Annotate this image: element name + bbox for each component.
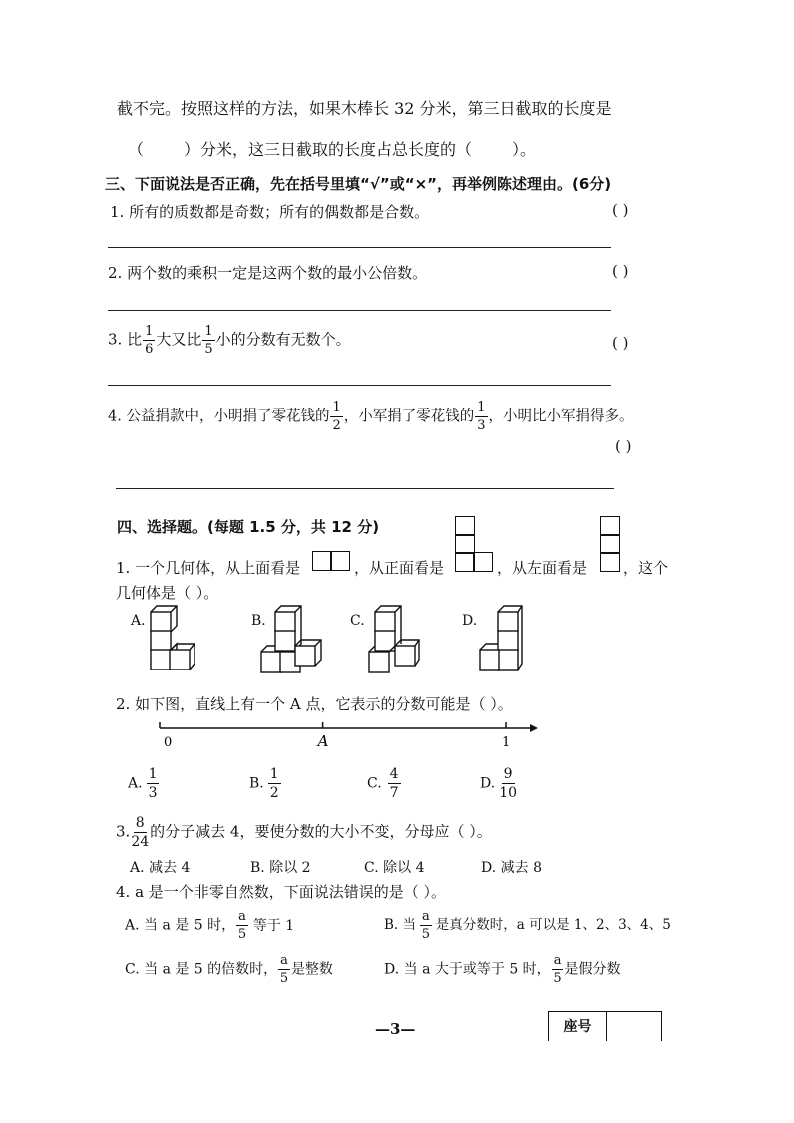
option-label: D. bbox=[480, 775, 496, 792]
denominator: 10 bbox=[499, 785, 518, 801]
fraction-8-24 bbox=[131, 816, 149, 849]
q1-option-c-label[interactable]: C. bbox=[350, 613, 365, 629]
blank-close: ）。 bbox=[512, 140, 537, 159]
q3-option-c[interactable]: C. 除以 4 bbox=[364, 860, 425, 876]
s4-q3-text bbox=[116, 816, 492, 849]
label-zero: 0 bbox=[164, 735, 173, 748]
q2-option-c[interactable] bbox=[367, 767, 402, 800]
option-pre: C. 当 a 是 5 的倍数时， bbox=[125, 961, 278, 978]
blank-open: （ bbox=[128, 140, 145, 159]
s4-q2-text: 2. 如下图，直线上有一个 A 点，它表示的分数可能是（ ）。 bbox=[116, 695, 513, 713]
denominator: 5 bbox=[421, 927, 431, 942]
q4-option-a[interactable] bbox=[125, 910, 294, 941]
fraction-a-5 bbox=[420, 910, 432, 941]
option-label: A. bbox=[128, 775, 143, 792]
option-pre: D. 当 a 大于或等于 5 时， bbox=[384, 961, 551, 978]
fraction-a-5 bbox=[278, 954, 290, 985]
numerator: 9 bbox=[503, 766, 513, 782]
q2-option-d[interactable] bbox=[480, 767, 518, 800]
seat-label: 座号 bbox=[549, 1012, 607, 1041]
front-view-bottom-right bbox=[473, 552, 493, 572]
q1-option-d-label[interactable]: D. bbox=[462, 613, 478, 629]
page-number: —3— bbox=[375, 1020, 416, 1038]
fraction-1-2 bbox=[330, 401, 342, 432]
front-view-top bbox=[455, 516, 475, 536]
s3-q3-reason-line[interactable] bbox=[108, 385, 611, 386]
q3-option-b[interactable]: B. 除以 2 bbox=[250, 860, 311, 876]
s3-question-1: 1. 所有的质数都是奇数；所有的偶数都是合数。 bbox=[110, 203, 430, 221]
numerator: 8 bbox=[135, 815, 145, 831]
left-view-middle bbox=[600, 534, 620, 554]
left-view-bottom bbox=[600, 552, 620, 572]
numerator: 1 bbox=[204, 324, 213, 339]
s3-q1-answer-paren[interactable]: ( ) bbox=[612, 201, 629, 219]
s4-q1-text bbox=[116, 557, 300, 578]
seat-number-field[interactable] bbox=[607, 1012, 661, 1041]
option-post: 等于 1 bbox=[252, 917, 295, 934]
cube-face bbox=[480, 650, 499, 670]
denominator: 2 bbox=[332, 418, 341, 433]
option-fraction bbox=[268, 767, 281, 800]
q4-text-mid: ，小军捐了零花钱的 bbox=[343, 408, 475, 425]
numerator: a bbox=[238, 909, 246, 924]
label-one: 1 bbox=[502, 735, 511, 748]
q3-pre: 3. bbox=[116, 822, 131, 841]
q1-option-b-label[interactable]: B. bbox=[251, 613, 266, 629]
q4-text-pre: 4. 公益捐款中，小明捐了零花钱的 bbox=[108, 408, 330, 425]
cube-face bbox=[369, 652, 389, 672]
numerator: 1 bbox=[269, 766, 279, 782]
option-fraction bbox=[147, 767, 160, 800]
cube-face bbox=[498, 631, 518, 651]
denominator: 7 bbox=[389, 785, 399, 801]
option-fraction bbox=[499, 767, 517, 800]
cube-face bbox=[275, 612, 295, 632]
q1-option-a-label[interactable]: A. bbox=[131, 613, 146, 629]
q1-line2: 几何体是（ ）。 bbox=[116, 584, 219, 602]
q3-text-pre: 3. 比 bbox=[108, 330, 143, 349]
numerator: 1 bbox=[332, 400, 341, 415]
q1-option-c-figure bbox=[365, 604, 421, 674]
numerator: 4 bbox=[389, 766, 399, 782]
q1-option-a-figure bbox=[147, 604, 195, 670]
top-view-square-right bbox=[330, 551, 350, 571]
q2-option-a[interactable] bbox=[128, 767, 160, 800]
option-fraction bbox=[388, 767, 401, 800]
cube-face bbox=[498, 650, 518, 670]
numerator: a bbox=[280, 953, 288, 968]
option-post: 是整数 bbox=[290, 961, 333, 978]
cube-face bbox=[295, 646, 315, 666]
fraction-a-5 bbox=[236, 910, 248, 941]
option-label: B. bbox=[249, 775, 264, 792]
cube-face bbox=[395, 646, 415, 666]
q4-option-c[interactable] bbox=[125, 954, 333, 985]
denominator: 24 bbox=[131, 834, 150, 850]
q4-option-b[interactable] bbox=[384, 910, 671, 941]
numerator: 1 bbox=[145, 324, 154, 339]
cube-face bbox=[275, 631, 295, 651]
q3-option-a[interactable]: A. 减去 4 bbox=[130, 860, 191, 876]
carryover-line-2 bbox=[128, 137, 536, 160]
s3-question-3 bbox=[108, 325, 351, 356]
denominator: 5 bbox=[279, 971, 289, 986]
numerator: 1 bbox=[148, 766, 158, 782]
top-view-square-left bbox=[312, 551, 332, 571]
carryover-line-1: 截不完。按照这样的方法，如果木棒长 32 分米，第三日截取的长度是 bbox=[117, 99, 612, 118]
s3-q2-answer-paren[interactable]: ( ) bbox=[612, 262, 629, 280]
left-view-top bbox=[600, 516, 620, 536]
s4-q4-text: 4. a 是一个非零自然数，下面说法错误的是（ ）。 bbox=[116, 883, 447, 901]
s3-q2-reason-line[interactable] bbox=[108, 310, 611, 311]
q1-pre: 1. 一个几何体，从上面看是 bbox=[116, 559, 301, 577]
carryover-text: ）分米，这三日截取的长度占总长度的（ bbox=[184, 140, 473, 159]
denominator: 5 bbox=[237, 927, 247, 942]
q3-text-mid: 大又比 bbox=[156, 330, 202, 349]
option-pre: B. 当 bbox=[384, 917, 417, 933]
front-view-bottom-left bbox=[455, 552, 475, 572]
denominator: 3 bbox=[477, 418, 486, 433]
option-post: 是假分数 bbox=[564, 961, 621, 978]
option-post: 是真分数时，a 可以是 1、2、3、4、5 bbox=[435, 917, 671, 933]
option-pre: A. 当 a 是 5 时， bbox=[125, 917, 236, 934]
fraction-a-5 bbox=[552, 954, 564, 985]
number-line bbox=[150, 718, 540, 748]
label-point-a: A bbox=[317, 732, 329, 748]
section-4-title: 四、选择题。(每题 1.5 分，共 12 分) bbox=[117, 518, 380, 536]
q4-text-post: ，小明比小军捐得多。 bbox=[488, 408, 634, 425]
q1-post: ，这个 bbox=[623, 559, 669, 577]
seat-number-box bbox=[548, 1011, 662, 1041]
q4-option-d[interactable] bbox=[384, 954, 620, 985]
cube-face bbox=[261, 652, 281, 672]
s3-q4-reason-line[interactable] bbox=[116, 488, 614, 489]
denominator: 3 bbox=[148, 785, 158, 801]
cube-face bbox=[375, 612, 395, 632]
cube-face bbox=[151, 612, 171, 632]
fraction-1-3 bbox=[475, 401, 487, 432]
cube-face bbox=[151, 650, 171, 670]
cube-face bbox=[375, 631, 395, 651]
denominator: 6 bbox=[145, 342, 154, 357]
q3-option-d[interactable]: D. 减去 8 bbox=[481, 860, 542, 876]
q1-option-d-figure bbox=[478, 604, 526, 674]
s3-question-4 bbox=[108, 401, 634, 432]
option-label: C. bbox=[367, 775, 382, 792]
denominator: 5 bbox=[204, 342, 213, 357]
q2-option-b[interactable] bbox=[249, 767, 282, 800]
denominator: 5 bbox=[553, 971, 562, 986]
front-view-middle bbox=[455, 534, 475, 554]
numerator: 1 bbox=[477, 400, 486, 415]
s3-q3-answer-paren[interactable]: ( ) bbox=[612, 334, 629, 352]
cube-face bbox=[151, 631, 171, 651]
section-3-title: 三、下面说法是否正确，先在括号里填“√”或“×”，再举例陈述理由。(6分) bbox=[105, 175, 612, 193]
q1-mid2: ，从左面看是 bbox=[497, 559, 588, 577]
denominator: 2 bbox=[269, 785, 279, 801]
q3-post: 的分子减去 4，要使分数的大小不变，分母应（ ）。 bbox=[150, 822, 492, 841]
s3-q4-answer-paren[interactable]: ( ) bbox=[615, 437, 632, 455]
fraction-1-5 bbox=[202, 325, 214, 356]
s3-q1-reason-line[interactable] bbox=[108, 247, 611, 248]
cube-face bbox=[170, 650, 190, 670]
fraction-1-6 bbox=[143, 325, 155, 356]
numerator: a bbox=[422, 909, 430, 924]
q3-text-post: 小的分数有无数个。 bbox=[215, 330, 351, 349]
q1-mid1: ，从正面看是 bbox=[354, 559, 445, 577]
cube-face bbox=[498, 612, 518, 632]
q1-option-b-figure bbox=[257, 604, 323, 674]
numerator: a bbox=[553, 953, 562, 968]
s3-question-2: 2. 两个数的乘积一定是这两个数的最小公倍数。 bbox=[108, 264, 428, 282]
arrow-head bbox=[530, 724, 538, 732]
